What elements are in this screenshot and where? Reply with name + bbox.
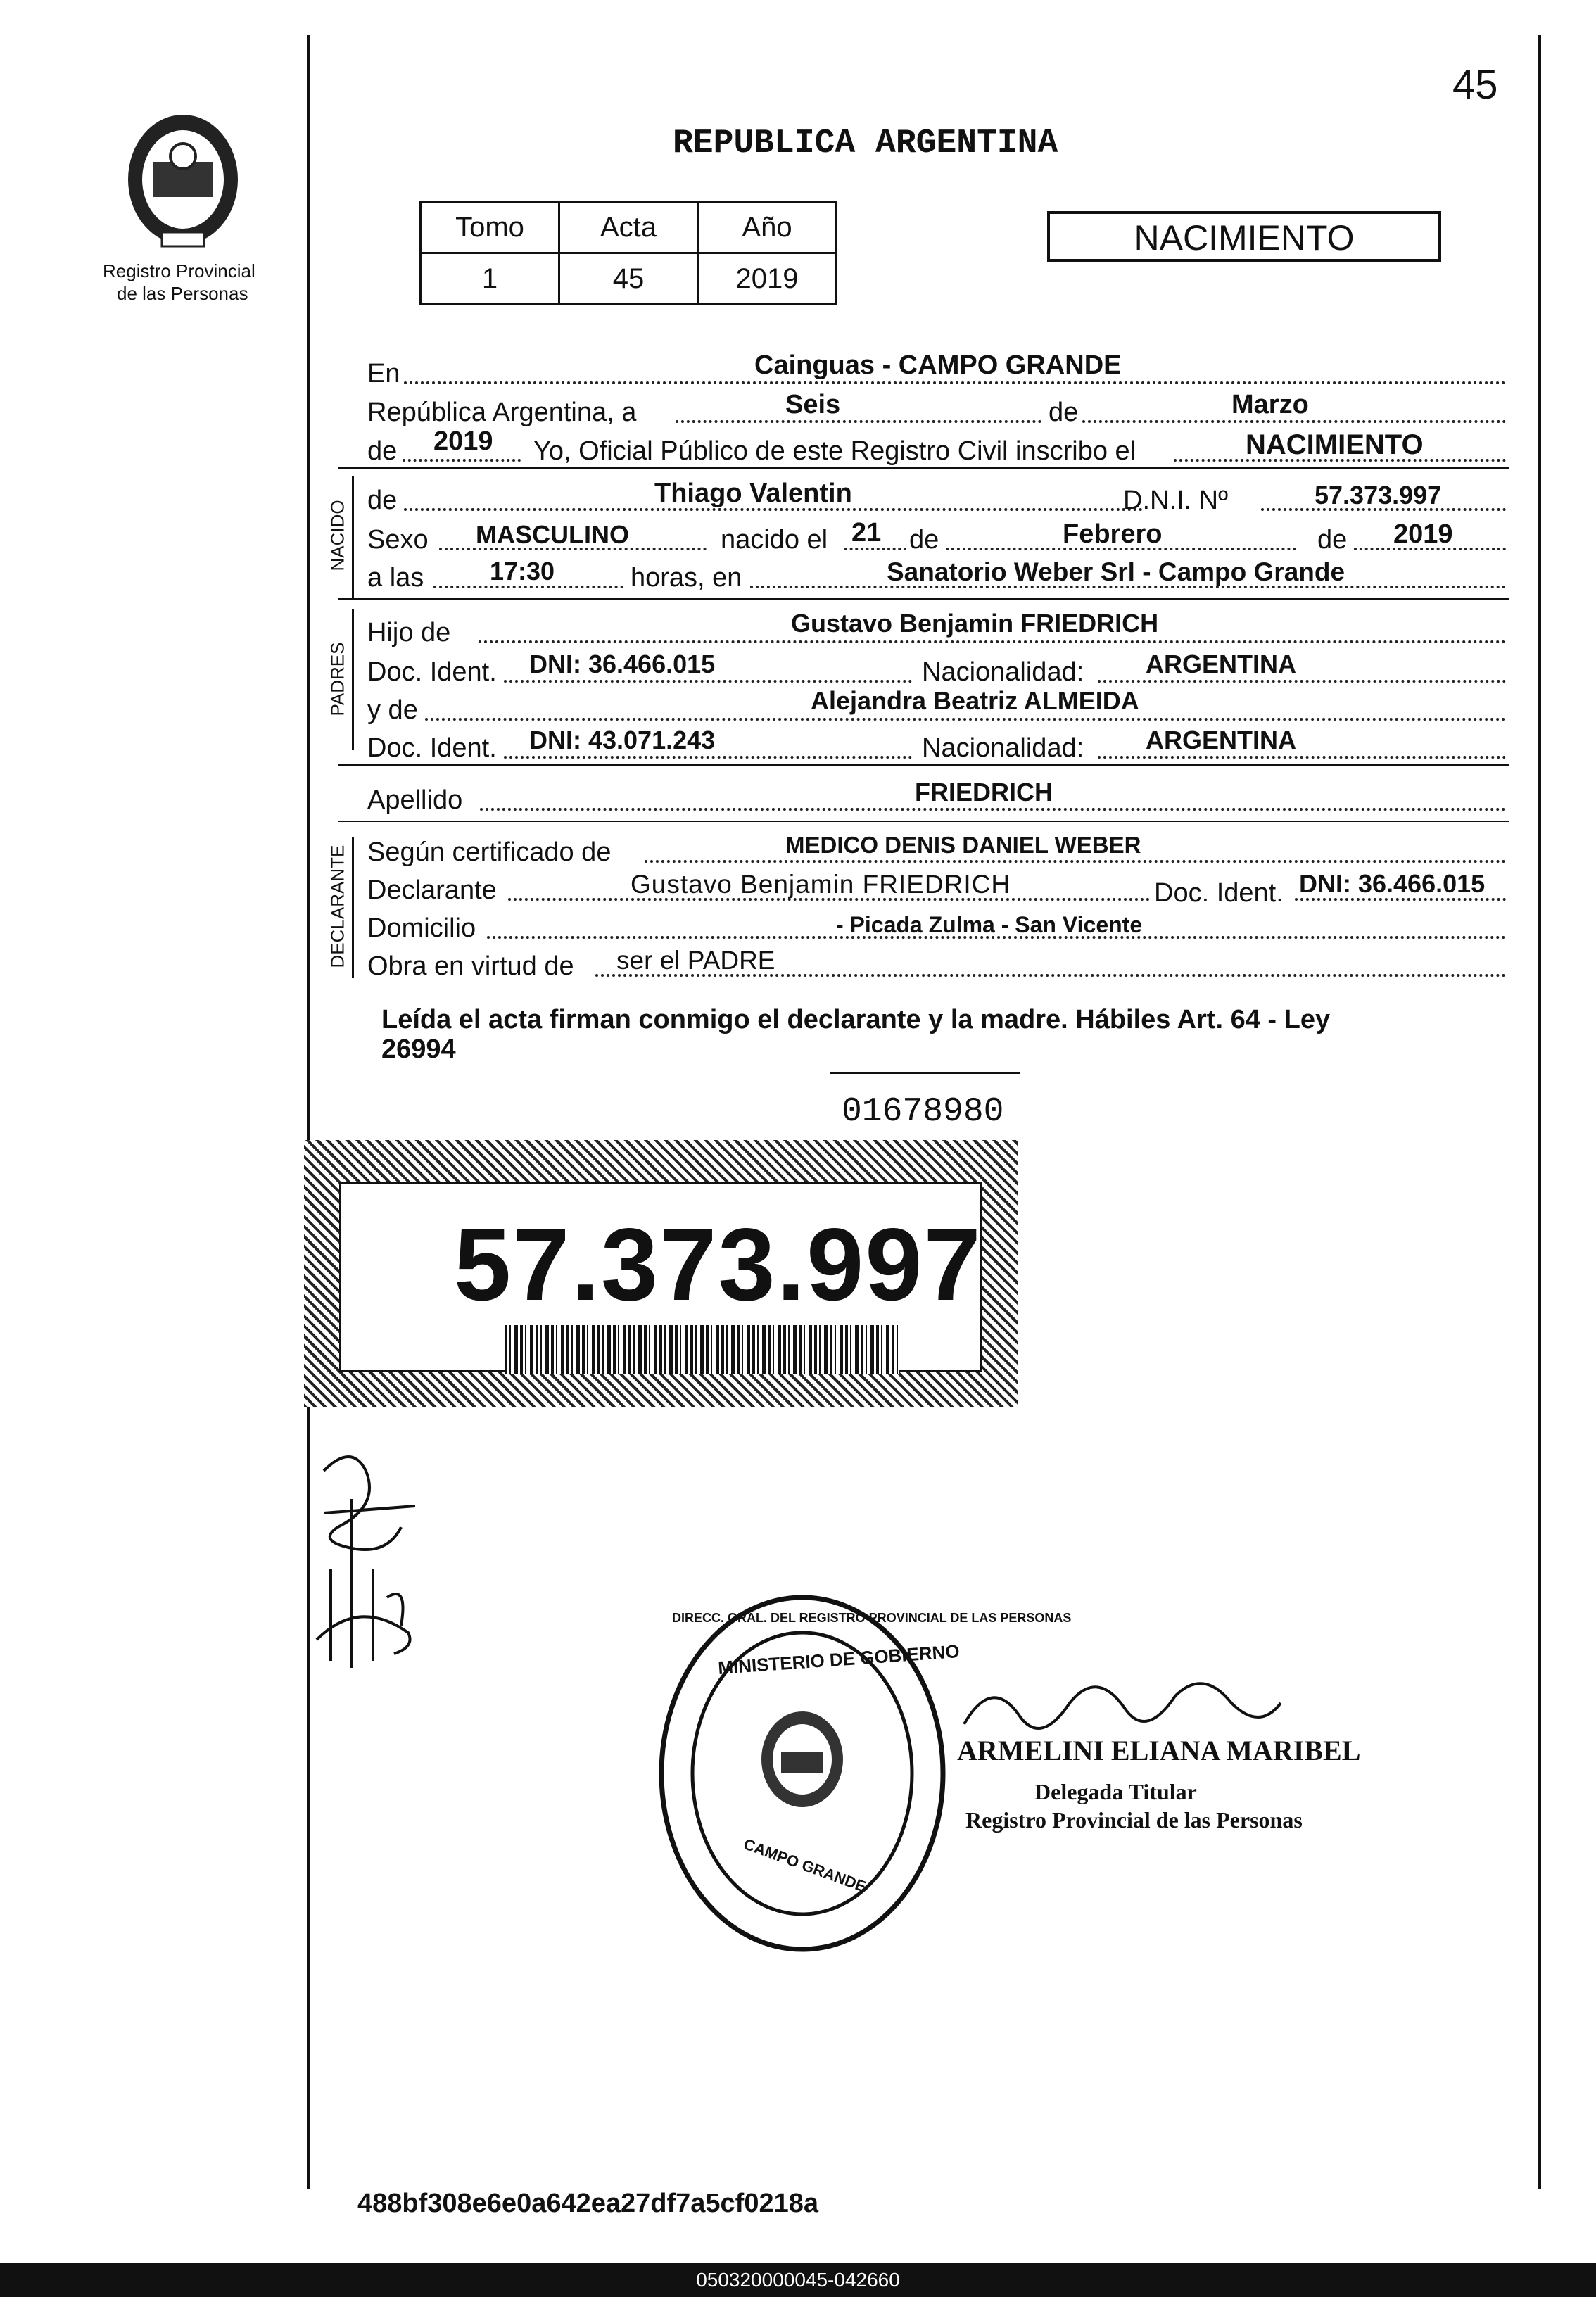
mes-value: Marzo: [1231, 390, 1309, 419]
label-de-anio: de: [367, 436, 398, 466]
dots: [479, 640, 1506, 643]
label-republica: República Argentina, a: [367, 398, 637, 427]
logo-caption-line1: Registro Provincial: [103, 260, 255, 281]
mes-nac-value: Febrero: [1063, 519, 1163, 549]
label-de-mes: de: [1049, 398, 1079, 427]
dots: [404, 508, 1143, 511]
header-acta: Acta: [559, 202, 698, 253]
serial-number: 01678980: [842, 1093, 1004, 1131]
dots: [844, 548, 906, 550]
header-tomo: Tomo: [421, 202, 559, 253]
dots: [1098, 680, 1506, 683]
lugar-value: Cainguas - CAMPO GRANDE: [754, 350, 1122, 380]
dots: [1098, 756, 1506, 759]
dots: [504, 680, 912, 683]
label-segun-certificado: Según certificado de: [367, 837, 612, 867]
divider: [830, 1072, 1020, 1074]
madre-value: Alejandra Beatriz ALMEIDA: [811, 686, 1139, 715]
dni-value: 57.373.997: [1315, 481, 1442, 510]
stamp-inner-text: MINISTERIO DE GOBIERNO: [717, 1640, 961, 1678]
official-office: Registro Provincial de las Personas: [965, 1807, 1303, 1833]
closing-statement-line2: 26994: [381, 1034, 456, 1064]
section-padres-label: PADRES: [327, 642, 348, 716]
page-title: REPUBLICA ARGENTINA: [673, 125, 1058, 163]
divider: [338, 598, 1509, 600]
apellido-value: FRIEDRICH: [915, 778, 1053, 806]
left-margin-line: [307, 35, 310, 2189]
barcode: [505, 1325, 899, 1374]
dots: [403, 459, 521, 462]
dots: [645, 860, 1506, 863]
dots: [504, 756, 912, 759]
label-doc-ident-1: Doc. Ident.: [367, 657, 497, 687]
province-seal-logo: [113, 106, 253, 253]
right-margin-line: [1538, 35, 1541, 2189]
label-a-las: a las: [367, 563, 424, 593]
page-number: 45: [1452, 62, 1498, 108]
label-de-mes-nac: de: [909, 525, 939, 555]
declarante-doc-value: DNI: 36.466.015: [1299, 869, 1486, 898]
label-yo-oficial: Yo, Oficial Público de este Registro Civil inscribo el: [533, 436, 1136, 466]
value-tomo: 1: [421, 253, 559, 305]
label-obra-en-virtud: Obra en virtud de: [367, 951, 574, 981]
label-y-de: y de: [367, 695, 418, 725]
dots: [404, 381, 1506, 384]
madre-nac-value: ARGENTINA: [1146, 726, 1296, 754]
dia-value: Seis: [785, 390, 841, 419]
dots: [1295, 898, 1506, 901]
official-title: Delegada Titular: [1034, 1779, 1197, 1804]
label-declarante: Declarante: [367, 875, 497, 905]
label-apellido: Apellido: [367, 785, 463, 815]
section-bar: [352, 476, 354, 600]
document-hash: 488bf308e6e0a642ea27df7a5cf0218a: [357, 2189, 818, 2218]
hora-value: 17:30: [490, 557, 555, 586]
dots: [1082, 420, 1506, 423]
footer-code: 050320000045-042660: [0, 2263, 1596, 2297]
label-hijo-de: Hijo de: [367, 618, 451, 647]
label-domicilio: Domicilio: [367, 913, 476, 943]
label-sexo: Sexo: [367, 525, 429, 555]
record-type-box: NACIMIENTO: [1047, 211, 1441, 262]
dots: [425, 718, 1506, 721]
nombre-value: Thiago Valentin: [654, 479, 852, 508]
official-name: ARMELINI ELIANA MARIBEL: [957, 1735, 1361, 1766]
tipo-value: NACIMIENTO: [1246, 429, 1424, 460]
record-table: [419, 201, 837, 305]
label-nacido-el: nacido el: [721, 525, 828, 555]
section-bar: [352, 609, 354, 750]
section-nacido-label: NACIDO: [327, 500, 348, 571]
divider: [338, 467, 1509, 469]
divider: [338, 821, 1509, 822]
signature-declarante: [310, 1443, 429, 1569]
label-doc-ident-decl: Doc. Ident.: [1154, 878, 1284, 908]
label-de-nombre: de: [367, 486, 398, 515]
dots: [676, 420, 1041, 423]
sexo-value: MASCULINO: [476, 520, 629, 549]
label-doc-ident-2: Doc. Ident.: [367, 733, 497, 763]
padre-nac-value: ARGENTINA: [1146, 650, 1296, 678]
obra-value: ser el PADRE: [616, 946, 775, 975]
anio-value: 2019: [433, 426, 493, 456]
dni-strip-number: 57.373.997: [454, 1207, 982, 1322]
dni-security-strip: [304, 1140, 1018, 1407]
header-anio: Año: [698, 202, 837, 253]
domicilio-value: - Picada Zulma - San Vicente: [836, 912, 1143, 937]
label-nacionalidad-1: Nacionalidad:: [922, 657, 1084, 687]
dots: [433, 586, 623, 588]
dia-nac-value: 21: [851, 518, 882, 548]
padre-value: Gustavo Benjamin FRIEDRICH: [791, 609, 1159, 638]
label-en: En: [367, 359, 400, 388]
stamp-ring-text: DIRECC. GRAL. DEL REGISTRO PROVINCIAL DE LAS PERSONAS: [672, 1611, 1072, 1625]
value-anio: 2019: [698, 253, 837, 305]
value-acta: 45: [559, 253, 698, 305]
label-de-anio-nac: de: [1317, 525, 1348, 555]
section-bar: [352, 837, 354, 978]
certificado-value: MEDICO DENIS DANIEL WEBER: [785, 832, 1141, 858]
label-horas-en: horas, en: [631, 563, 742, 593]
label-dni: D.N.I. Nº: [1123, 486, 1228, 515]
logo-caption-line2: de las Personas: [117, 283, 248, 304]
anio-nac-value: 2019: [1393, 519, 1453, 549]
stamp-location: CAMPO GRANDE: [741, 1835, 869, 1896]
closing-statement-line1: Leída el acta firman conmigo el declarante y la madre. Hábiles Art. 64 - Ley: [381, 1005, 1331, 1034]
lugar-nac-value: Sanatorio Weber Srl - Campo Grande: [887, 557, 1345, 586]
divider: [338, 764, 1509, 766]
madre-doc-value: DNI: 43.071.243: [529, 726, 716, 754]
declarante-value: Gustavo Benjamin FRIEDRICH: [631, 870, 1011, 899]
dots: [480, 808, 1506, 811]
dni-strip-panel: [339, 1182, 982, 1372]
padre-doc-value: DNI: 36.466.015: [529, 650, 716, 678]
signature-madre: [310, 1555, 422, 1675]
label-nacionalidad-2: Nacionalidad:: [922, 733, 1084, 763]
section-declarante-label: DECLARANTE: [327, 844, 348, 968]
